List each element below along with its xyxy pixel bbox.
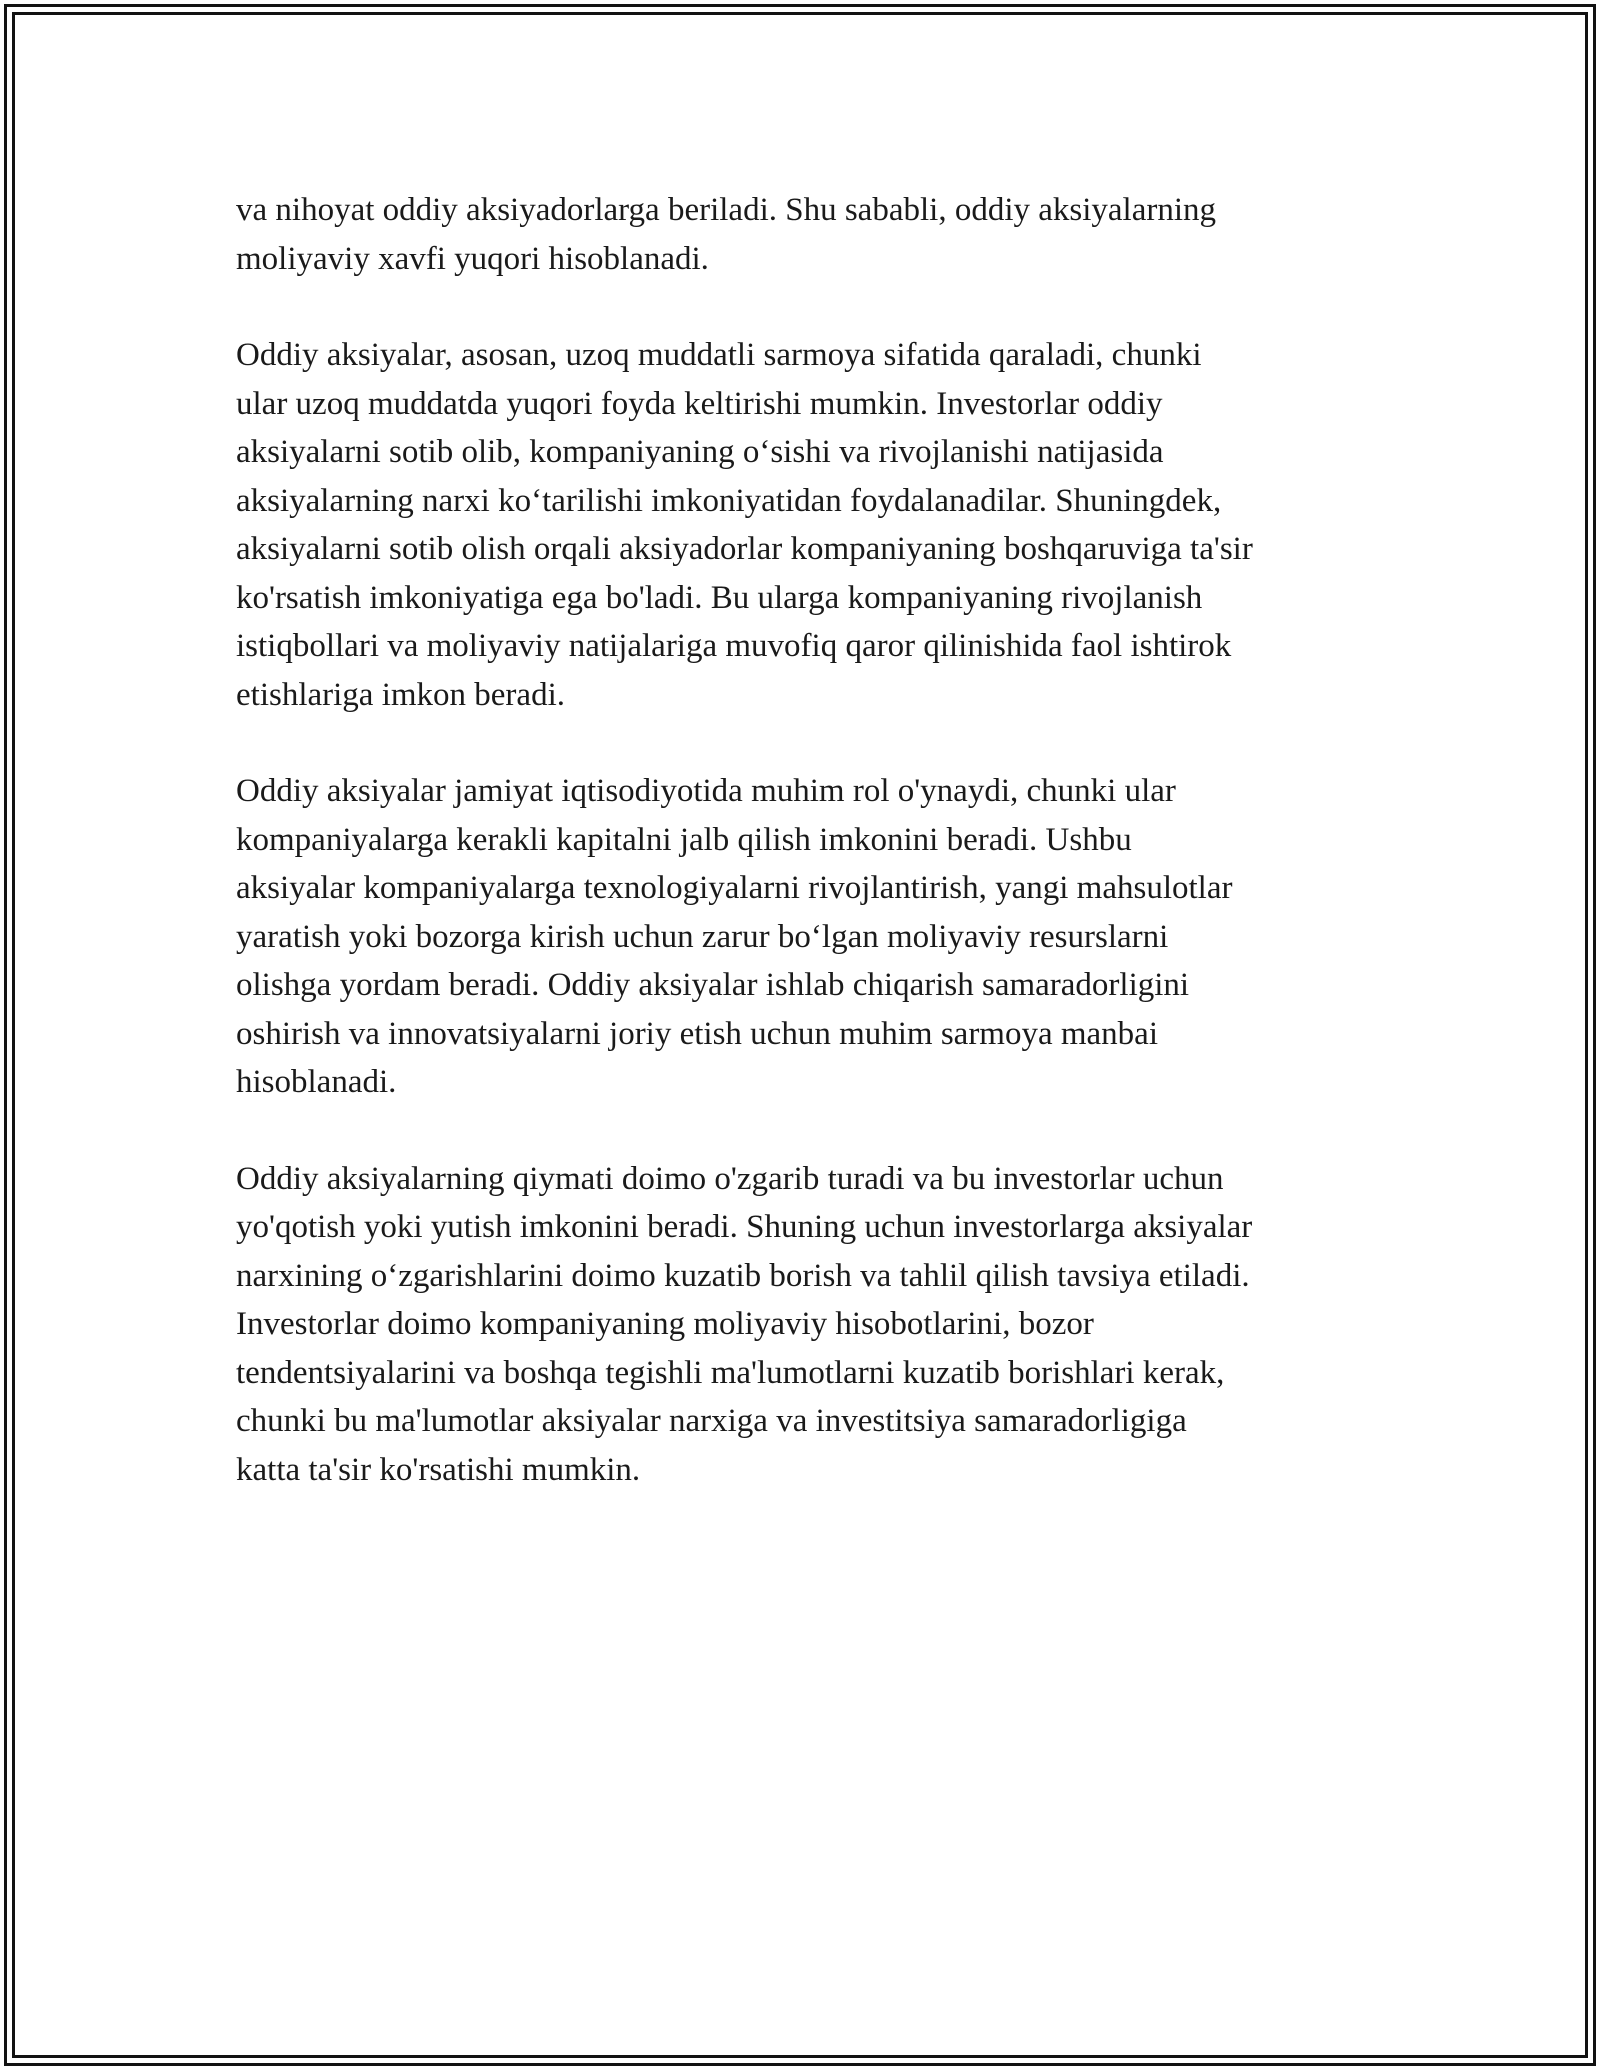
paragraph-2: Oddiy aksiyalar, asosan, uzoq muddatli sarmoya sifatida qaraladi, chunki ular uzoq muddatda yuqori foyda keltirishi mumkin. Investorlar oddiy aksiyalarni sotib olib, kompaniyaning o‘sishi va rivojlanishi natijasida aksiyalarning narxi ko‘tarilishi imkoniyatidan foydalanadilar. Shuningdek, aksiyalarni sotib olish orqali aksiyadorlar kompaniyaning boshqaruviga ta'sir ko'rsatish imkoniyatiga ega bo'ladi. Bu ularga kompaniyaning rivojlanish istiqbollari va moliyaviy natijalariga muvofiq qaror qilinishida faol ishtirok etishlariga imkon beradi. (236, 337, 1253, 713)
document-body (236, 186, 1376, 1542)
paragraph-4: Oddiy aksiyalarning qiymati doimo o'zgarib turadi va bu investorlar uchun yo'qotish yoki yutish imkonini beradi. Shuning uchun investorlarga aksiyalar narxining o‘zgarishlarini doimo kuzatib borish va tahlil qilish tavsiya etiladi. Investorlar doimo kompaniyaning moliyaviy hisobotlarini, bozor tendentsiyalarini va boshqa tegishli ma'lumotlarni kuzatib borishlari kerak, chunki bu ma'lumotlar aksiyalar narxiga va investitsiya samaradorligiga katta ta'sir ko'rsatishi mumkin. (236, 1160, 1253, 1488)
paragraph-1: va nihoyat oddiy aksiyadorlarga beriladi. Shu sababli, oddiy aksiyalarning moliyaviy xavfi yuqori hisoblanadi. (236, 192, 1217, 277)
paragraph-3: Oddiy aksiyalar jamiyat iqtisodiyotida muhim rol o'ynaydi, chunki ular kompaniyalarga kerakli kapitalni jalb qilish imkonini beradi. Ushbu aksiyalar kompaniyalarga texnologiyalarni rivojlantirish, yangi mahsulotlar yaratish yoki bozorga kirish uchun zarur bo‘lgan moliyaviy resurslarni olishga yordam beradi. Oddiy aksiyalar ishlab chiqarish samaradorligini oshirish va innovatsiyalarni joriy etish uchun muhim sarmoya manbai hisoblanadi. (236, 773, 1233, 1100)
